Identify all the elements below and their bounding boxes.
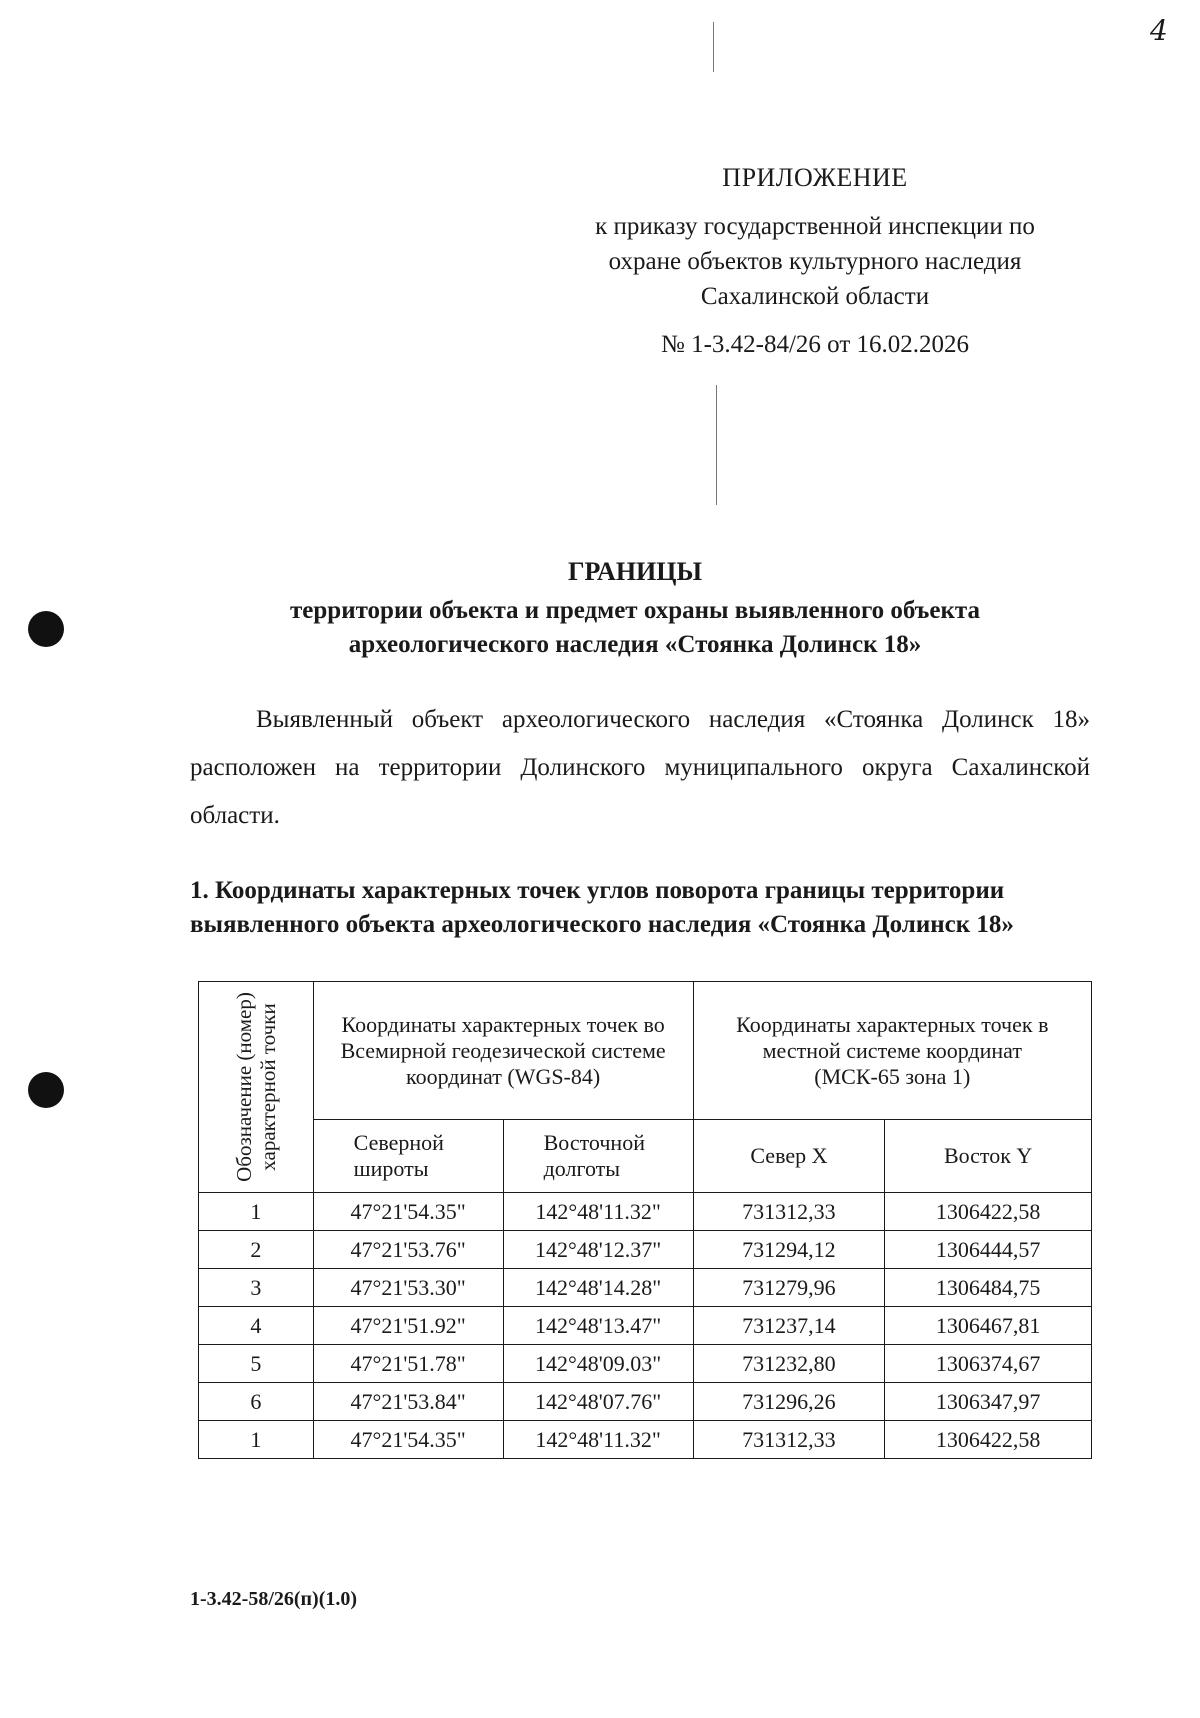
appendix-block <box>540 160 1090 362</box>
table-row <box>199 1345 1092 1383</box>
table-subheader-row <box>199 1120 1092 1193</box>
table-row <box>199 1421 1092 1459</box>
cell-x: 731232,80 <box>693 1345 885 1383</box>
punch-hole <box>28 611 64 647</box>
header-msk: Координаты характерных точек в местной системе координат (МСК-65 зона 1) <box>693 982 1091 1120</box>
cell-lon: 142°48'11.32" <box>503 1193 693 1231</box>
cell-point: 1 <box>199 1193 314 1231</box>
cell-lat: 47°21'53.30" <box>313 1269 503 1307</box>
header-wgs: Координаты характерных точек во Всемирной геодезической системе координат (WGS-84) <box>313 982 693 1120</box>
cell-lat: 47°21'53.84" <box>313 1383 503 1421</box>
table-header-row <box>199 982 1092 1120</box>
table-row <box>199 1269 1092 1307</box>
table-row <box>199 1307 1092 1345</box>
cell-x: 731296,26 <box>693 1383 885 1421</box>
cell-lat: 47°21'54.35" <box>313 1421 503 1459</box>
cell-lon: 142°48'11.32" <box>503 1421 693 1459</box>
cell-point: 4 <box>199 1307 314 1345</box>
header-y: Восток Y <box>885 1120 1092 1193</box>
cell-y: 1306374,67 <box>885 1345 1092 1383</box>
cell-y: 1306444,57 <box>885 1231 1092 1269</box>
cell-y: 1306467,81 <box>885 1307 1092 1345</box>
cell-x: 731237,14 <box>693 1307 885 1345</box>
appendix-line: Сахалинской области <box>700 283 930 310</box>
cell-lon: 142°48'12.37" <box>503 1231 693 1269</box>
header-lon: Восточной долготы <box>503 1120 693 1193</box>
cell-lat: 47°21'53.76" <box>313 1231 503 1269</box>
table-row <box>199 1383 1092 1421</box>
scan-line <box>716 385 717 505</box>
cell-lat: 47°21'51.92" <box>313 1307 503 1345</box>
header-point <box>199 982 314 1193</box>
cell-point: 2 <box>199 1231 314 1269</box>
cell-y: 1306484,75 <box>885 1269 1092 1307</box>
cell-lon: 142°48'09.03" <box>503 1345 693 1383</box>
appendix-title: ПРИЛОЖЕНИЕ <box>722 163 908 192</box>
document-code: 1-3.42-58/26(п)(1.0) <box>190 1588 358 1610</box>
heading-main: ГРАНИЦЫ <box>567 557 703 586</box>
cell-lon: 142°48'07.76" <box>503 1383 693 1421</box>
intro-paragraph <box>190 696 1090 840</box>
table-row <box>199 1231 1092 1269</box>
cell-lon: 142°48'14.28" <box>503 1269 693 1307</box>
order-number: № 1-3.42-84/26 от 16.02.2026 <box>660 331 970 358</box>
cell-point: 3 <box>199 1269 314 1307</box>
scan-line <box>713 22 714 72</box>
punch-hole <box>28 1072 64 1108</box>
page-number: 4 <box>1150 14 1168 47</box>
cell-y: 1306347,97 <box>885 1383 1092 1421</box>
document-heading <box>180 555 1090 662</box>
appendix-line: охране объектов культурного наследия <box>608 248 1022 275</box>
cell-point: 1 <box>199 1421 314 1459</box>
header-lat: Северной широты <box>313 1120 503 1193</box>
cell-point: 6 <box>199 1383 314 1421</box>
cell-x: 731279,96 <box>693 1269 885 1307</box>
header-x: Север X <box>693 1120 885 1193</box>
cell-lon: 142°48'13.47" <box>503 1307 693 1345</box>
cell-lat: 47°21'51.78" <box>313 1345 503 1383</box>
heading-line: археологического наследия «Стоянка Долинск 18» <box>348 631 922 658</box>
table-row <box>199 1193 1092 1231</box>
cell-y: 1306422,58 <box>885 1421 1092 1459</box>
cell-x: 731312,33 <box>693 1421 885 1459</box>
cell-lat: 47°21'54.35" <box>313 1193 503 1231</box>
cell-point: 5 <box>199 1345 314 1383</box>
cell-y: 1306422,58 <box>885 1193 1092 1231</box>
header-point-text: Обозначение (номер) характерной точки <box>231 992 280 1182</box>
section-title: 1. Координаты характерных точек углов поворота границы территории выявленного объекта археологического наследия «Стоянка Долинск 18» <box>190 877 1014 938</box>
appendix-line: к приказу государственной инспекции по <box>595 213 1035 240</box>
coordinates-table <box>198 981 1092 1459</box>
heading-line: территории объекта и предмет охраны выявленного объекта <box>290 597 980 624</box>
intro-text: Выявленный объект археологического наследия «Стоянка Долинск 18» расположен на территории Долинского муниципального округа Сахалинской области. <box>190 706 1090 829</box>
cell-x: 731294,12 <box>693 1231 885 1269</box>
cell-x: 731312,33 <box>693 1193 885 1231</box>
